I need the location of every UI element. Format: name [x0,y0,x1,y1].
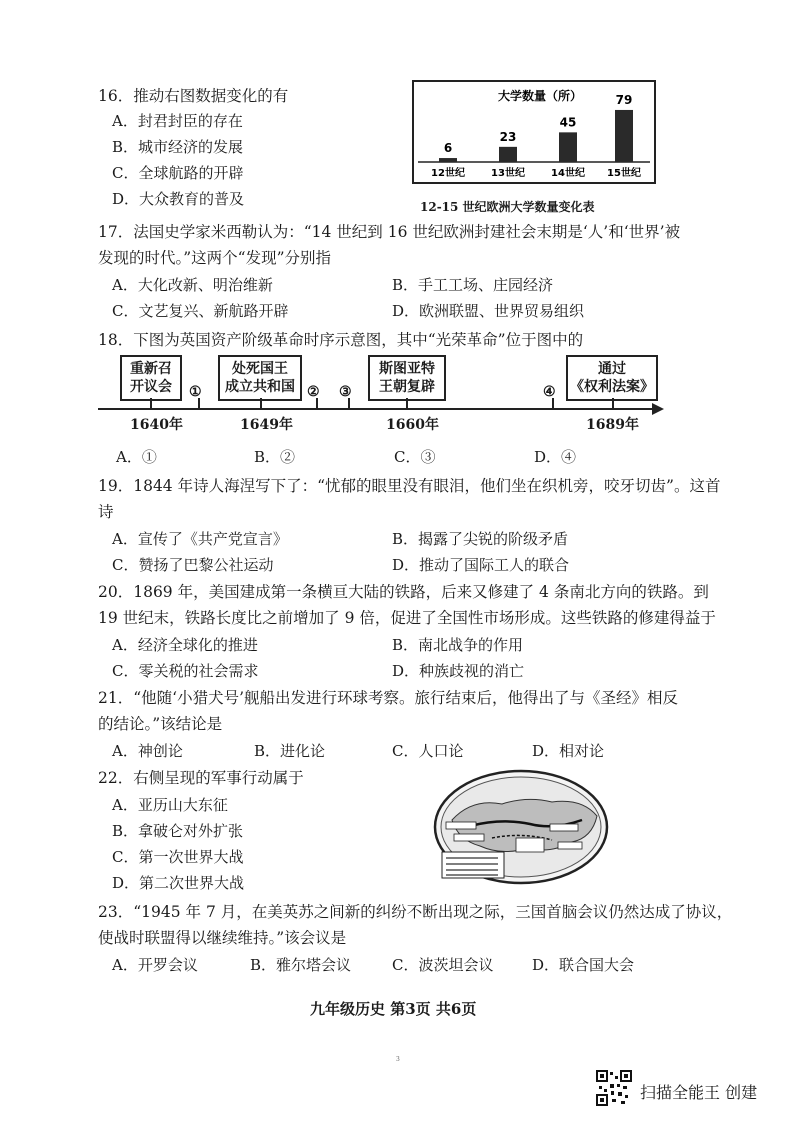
timeline-box-4-line1: 通过 [598,361,626,377]
q19-option-a: A．宣传了《共产党宣言》 [112,530,288,548]
q23-option-d: D．联合国大会 [532,956,635,974]
q16-option-b: B．城市经济的发展 [112,138,244,156]
map-label-box-5 [558,842,582,849]
q20-option-d: D．种族歧视的消亡 [392,662,525,680]
q18-option-c: C．③ [394,448,436,466]
q21-option-d: D．相对论 [532,742,605,760]
timeline-box-3-line1: 斯图亚特 [379,361,435,377]
q17-stem-line1: 17．法国史学家米西勒认为：“14 世纪到 16 世纪欧洲封建社会末期是‘人’和‘世界’被 [98,223,681,241]
page-tiny-mark: 3 [396,1056,400,1063]
q19-option-c: C．赞扬了巴黎公社运动 [112,556,274,574]
q22-stem: 22．右侧呈现的军事行动属于 [98,769,304,787]
timeline-mark-4: ④ [543,384,556,400]
timeline-tick-1649 [260,398,262,410]
q18-stem: 18．下图为英国资产阶级革命时序示意图，其中“光荣革命”位于图中的 [98,331,584,349]
q20-option-b: B．南北战争的作用 [392,636,524,654]
q20-stem-line1: 20．1869 年，美国建成第一条横亘大陆的铁路，后来又修建了 4 条南北方向的铁路。到 [98,583,709,601]
map-label-box-2 [454,834,484,841]
timeline-box-2-line1: 处死国王 [232,361,288,377]
timeline-year-1649: 1649年 [240,417,293,433]
q23-stem-line1: 23．“1945 年 7 月，在美英苏之间新的纠纷不断出现之际，三国首脑会议仍然达成了协议， [98,903,733,921]
q21-stem-line2: 的结论。”该结论是 [98,715,223,733]
q16-stem: 16．推动右图数据变化的有 [98,87,289,105]
scanner-watermark: 扫描全能王 创建 [640,1083,758,1102]
timeline-axis [98,408,654,410]
q19-stem-line2: 诗 [98,503,114,521]
timeline-box-execution [218,355,302,401]
timeline-box-3-line2: 王朝复辟 [379,379,435,395]
q18-option-d: D．④ [534,448,577,466]
q19-option-b: B．揭露了尖锐的阶级矛盾 [392,530,569,548]
q21-option-a: A．神创论 [112,742,183,760]
timeline-mark-1: ① [189,384,202,400]
bar-value-label-2: 23 [499,129,517,144]
q16-option-c: C．全球航路的开辟 [112,164,244,182]
q23-option-c: C．波茨坦会议 [392,956,494,974]
military-map-image [432,768,610,886]
q22-option-b: B．拿破仑对外扩张 [112,822,244,840]
q19-option-d: D．推动了国际工人的联合 [392,556,570,574]
chart-title: 大学数量（所） [498,89,583,103]
timeline-tick-1660 [406,398,408,410]
q19-stem-line1: 19．1844 年诗人海涅写下了：“忧郁的眼里没有眼泪，他们坐在织机旁，咬牙切齿”。这首 [98,477,721,495]
timeline-year-1640: 1640年 [130,417,183,433]
bar-chart-svg [414,82,654,182]
bar-1 [439,158,457,162]
timeline-box-1-line2: 开议会 [130,379,172,395]
bar-value-label-1: 6 [443,141,453,156]
category-label-3: 14世纪 [551,168,585,179]
bar-value-label-3: 45 [559,115,577,130]
qr-code-icon [596,1070,632,1106]
q23-option-a: A．开罗会议 [112,956,198,974]
q23-option-b: B．雅尔塔会议 [250,956,352,974]
map-label-box-3 [550,824,578,831]
university-bar-chart [412,80,656,184]
q23-stem-line2: 使战时联盟得以继续维持。”该会议是 [98,929,347,947]
timeline-box-parliament [120,355,182,401]
timeline-mark-3: ③ [339,384,352,400]
page-footer: 九年级历史 第3页 共6页 [310,1000,477,1018]
map-legend-box [442,852,504,878]
map-label-box-1 [446,822,476,829]
q22-option-c: C．第一次世界大战 [112,848,244,866]
q22-option-a: A．亚历山大东征 [112,796,228,814]
q16-option-d: D．大众教育的普及 [112,190,245,208]
q18-option-b: B．② [254,448,296,466]
timeline-year-1660: 1660年 [386,417,439,433]
timeline-year-1689: 1689年 [586,417,639,433]
timeline-arrow-icon [652,403,664,415]
q17-option-c: C．文艺复兴、新航路开辟 [112,302,289,320]
timeline-tick-1689 [612,398,614,410]
timeline-box-4-line2: 《权利法案》 [570,379,654,395]
timeline-box-restoration [368,355,446,401]
q21-option-c: C．人口论 [392,742,464,760]
timeline-mark-2: ② [307,384,320,400]
q22-option-d: D．第二次世界大战 [112,874,245,892]
q21-stem-line1: 21．“他随‘小猎犬号’舰船出发进行环球考察。旅行结束后，他得出了与《圣经》相反 [98,689,679,707]
q17-option-b: B．手工工场、庄园经济 [392,276,554,294]
bar-2 [499,147,517,162]
bar-3 [559,132,577,162]
q16-option-a: A．封君封臣的存在 [112,112,243,130]
q18-option-a: A．① [116,448,157,466]
timeline-box-2-line2: 成立共和国 [225,379,295,395]
bar-value-label-4: 79 [615,92,633,107]
timeline-box-1-line1: 重新召 [130,361,172,377]
q17-option-d: D．欧洲联盟、世界贸易组织 [392,302,585,320]
timeline-tick-1640 [150,398,152,410]
category-label-2: 13世纪 [491,168,525,179]
q17-stem-line2: 发现的时代。”这两个“发现”分别指 [98,249,332,267]
bar-4 [615,110,633,162]
map-label-box-4 [516,838,544,852]
chart-caption: 12-15 世纪欧洲大学数量变化表 [420,200,595,214]
q20-option-c: C．零关税的社会需求 [112,662,259,680]
q20-stem-line2: 19 世纪末，铁路长度比之前增加了 9 倍，促进了全国性市场形成。这些铁路的修建得益于 [98,609,716,627]
category-label-4: 15世纪 [607,168,641,179]
q21-option-b: B．进化论 [254,742,326,760]
timeline-box-bill-of-rights [566,355,658,401]
category-label-1: 12世纪 [431,168,465,179]
q20-option-a: A．经济全球化的推进 [112,636,258,654]
q17-option-a: A．大化改新、明治维新 [112,276,273,294]
